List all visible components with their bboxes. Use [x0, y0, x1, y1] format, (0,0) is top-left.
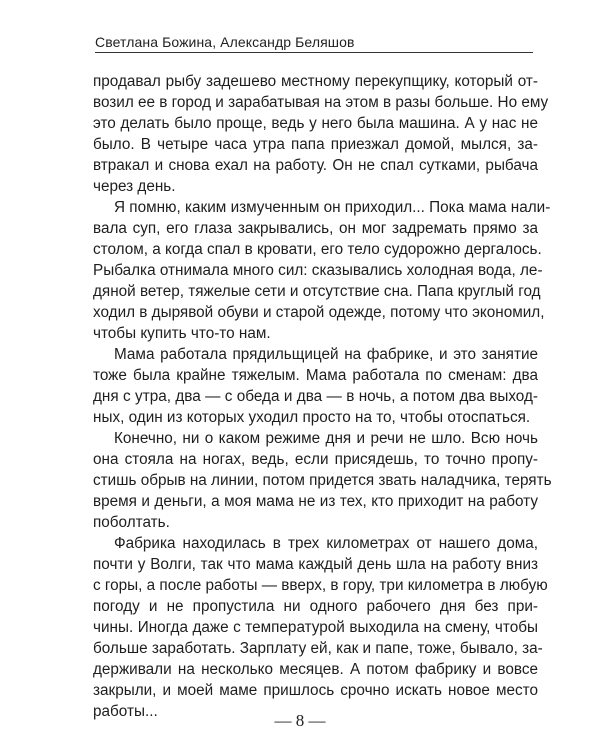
- paragraph: [93, 428, 552, 533]
- paragraph: [93, 197, 551, 344]
- text-line: Рыбалка отнимала много сил: сказывались холодная вода, ле-: [93, 262, 543, 279]
- text-line: стишь обрыв на линии, потом придется звать наладчика, терять: [93, 472, 552, 489]
- paragraph: [93, 533, 548, 722]
- text-line: через день.: [93, 178, 176, 195]
- text-line: это делать было проще, ведь у него была машина. А у нас не: [93, 115, 538, 132]
- text-line: она стояла на ногах, ведь, если присядешь, то точно пропу-: [93, 451, 538, 468]
- text-line: дяной ветер, тяжелые сети и отсутствие сна. Папа круглый год: [93, 283, 541, 300]
- text-line: чины. Иногда даже с температурой выходила на смену, чтобы: [93, 619, 538, 636]
- text-line: вала суп, его глаза закрывались, он мог задремать прямо за: [93, 220, 538, 237]
- text-line: было. В четыре часа утра папа приезжал домой, мылся, за-: [93, 136, 538, 153]
- paragraph: [93, 344, 538, 428]
- text-line: почти у Волги, так что мама каждый день шла на работу вниз: [93, 556, 538, 573]
- text-line: Конечно, ни о каком режиме дня и речи не шло. Всю ночь: [114, 430, 538, 447]
- text-line: столом, а когда спал в кровати, его тело судорожно дергалось.: [93, 241, 542, 258]
- text-line: держивали на несколько месяцев. А потом фабрику и вовсе: [93, 661, 538, 678]
- text-line: Фабрика находилась в трех километрах от нашего дома,: [114, 535, 538, 552]
- text-line: работы...: [93, 703, 158, 720]
- text-line: ных, один из которых уходил просто на то, чтобы отоспаться.: [93, 409, 531, 426]
- text-line: втракал и снова ехал на работу. Он не спал сутками, рыбача: [93, 157, 538, 174]
- text-line: Я помню, каким измученным он приходил... Пока мама нали-: [114, 199, 551, 216]
- text-line: продавал рыбу задешево местному перекупщику, который от-: [93, 73, 538, 90]
- text-line: ходил в дырявой обуви и старой одежде, потому что экономил,: [93, 304, 545, 321]
- paragraph: [93, 71, 549, 197]
- text-line: тоже была крайне тяжелым. Мама работала по сменам: два: [93, 367, 538, 384]
- text-line: погоду и не пропустила ни одного рабочего дня без при-: [93, 598, 538, 615]
- running-header: Светлана Божина, Александр Беляшов: [95, 34, 355, 50]
- text-line: поболтать.: [93, 514, 170, 531]
- page-number: — 8 —: [274, 711, 326, 730]
- text-line: дня с утра, два — с обеда и два — в ночь, а потом два выход-: [93, 388, 538, 405]
- text-line: возил ее в город и зарабатывая на этом в разы больше. Но ему: [93, 94, 549, 111]
- text-line: закрыли, и моей маме пришлось срочно искать новое место: [93, 682, 538, 699]
- text-line: с горы, а после работы — вверх, в гору, три километра в любую: [93, 577, 548, 594]
- header-rule: [95, 52, 533, 53]
- text-line: чтобы купить что-то нам.: [93, 325, 271, 342]
- text-line: Мама работала прядильщицей на фабрике, и это занятие: [114, 346, 538, 363]
- text-line: время и деньги, а моя мама не из тех, кто приходит на работу: [93, 493, 538, 510]
- text-line: больше заработать. Зарплату ей, как и папе, тоже, бывало, за-: [93, 640, 543, 657]
- body-text: [93, 71, 552, 722]
